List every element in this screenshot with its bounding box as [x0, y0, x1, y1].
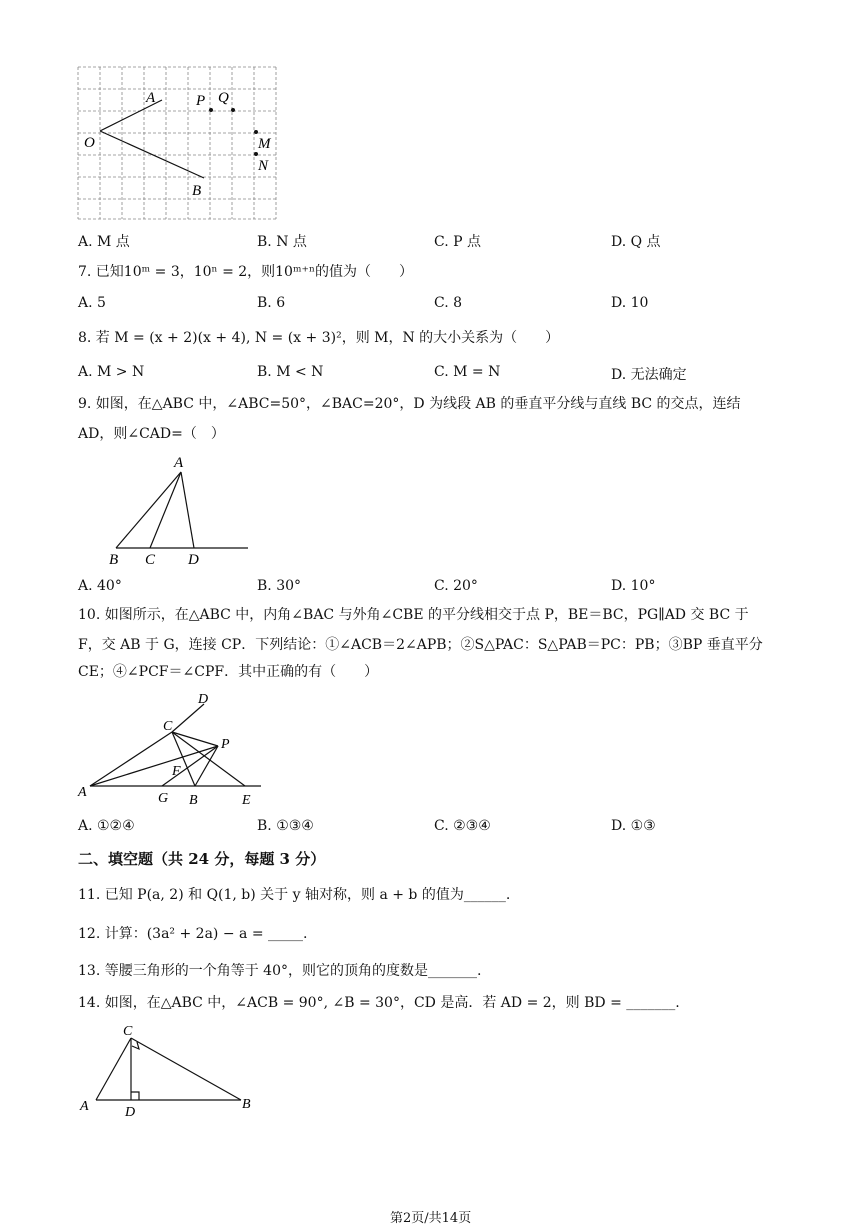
q12-stem: 12. 计算：(3a² + 2a) − a = _____. [78, 926, 308, 942]
q10-option-c: C. ②③④ [434, 818, 491, 834]
label-P: P [196, 93, 206, 109]
q9-option-d: D. 10° [611, 578, 656, 594]
q10-option-d: D. ①③ [611, 818, 656, 834]
label-D: D [125, 1105, 136, 1120]
label-N: N [258, 158, 269, 174]
label-B: B [242, 1097, 251, 1112]
q13-stem: 13. 等腰三角形的一个角等于 40°，则它的顶角的度数是_______. [78, 963, 482, 979]
label-C: C [145, 552, 156, 568]
q6-option-c: C. P 点 [434, 234, 481, 250]
label-O: O [84, 135, 95, 151]
label-Q: Q [218, 90, 229, 106]
q10-stem-line2: F，交 AB 于 G，连接 CP．下列结论：①∠ACB＝2∠APB；②S△PAC：S△PAB＝PC：PB；③BP 垂直平分 [78, 637, 763, 653]
q9-stem-line1: 9. 如图，在△ABC 中，∠ABC=50°，∠BAC=20°，D 为线段 AB 的垂直平分线与直线 BC 的交点，连结 [78, 396, 741, 412]
label-C: C [123, 1024, 133, 1039]
label-B: B [109, 552, 119, 568]
q10-stem-line3: CE；④∠PCF＝∠CPF．其中正确的有（ ） [78, 664, 379, 680]
q8-option-c: C. M = N [434, 364, 501, 380]
label-B: B [189, 793, 198, 808]
label-A: A [146, 90, 156, 106]
q8-option-b: B. M < N [257, 364, 324, 380]
q9-stem-line2: AD，则∠CAD=（ ） [78, 426, 225, 442]
q11-stem: 11. 已知 P(a, 2) 和 Q(1, b) 关于 y 轴对称，则 a + b 的值为______. [78, 887, 511, 903]
q7-option-b: B. 6 [257, 295, 286, 311]
label-B: B [192, 183, 202, 199]
q7-stem: 7. 已知10ᵐ = 3，10ⁿ = 2，则10ᵐ⁺ⁿ的值为（ ） [78, 264, 414, 280]
q14-stem: 14. 如图，在△ABC 中，∠ACB = 90°, ∠B = 30°，CD 是高．若 AD = 2，则 BD = _______. [78, 995, 680, 1011]
label-F: F [172, 764, 181, 779]
q6-option-a: A. M 点 [78, 234, 130, 250]
label-A: A [174, 455, 184, 471]
q9-option-a: A. 40° [78, 578, 122, 594]
label-E: E [242, 793, 251, 808]
label-A: A [78, 785, 87, 800]
section-title: 二、填空题（共 24 分，每题 3 分） [78, 850, 326, 868]
q10-option-a: A. ①②④ [78, 818, 135, 834]
q6-grid-figure [76, 64, 286, 224]
q8-option-d: D. 无法确定 [611, 367, 687, 383]
q9-option-c: C. 20° [434, 578, 478, 594]
q9-option-b: B. 30° [257, 578, 302, 594]
label-A: A [80, 1099, 89, 1114]
q14-triangle-figure [76, 1018, 266, 1124]
q6-option-b: B. N 点 [257, 234, 307, 250]
label-D: D [198, 692, 209, 707]
label-C: C [163, 719, 173, 734]
page-number: 第2页/共14页 [390, 1211, 472, 1226]
q8-stem: 8. 若 M = (x + 2)(x + 4), N = (x + 3)²，则 M，N 的大小关系为（ ） [78, 330, 560, 346]
q10-stem-line1: 10. 如图所示，在△ABC 中，内角∠BAC 与外角∠CBE 的平分线相交于点 P，BE＝BC，PG∥AD 交 BC 于 [78, 607, 749, 623]
q6-option-d: D. Q 点 [611, 234, 661, 250]
q7-option-c: C. 8 [434, 295, 463, 311]
q7-option-d: D. 10 [611, 295, 649, 311]
label-P: P [221, 737, 230, 752]
q10-option-b: B. ①③④ [257, 818, 314, 834]
label-M: M [258, 136, 271, 152]
q10-triangle-figure [76, 688, 276, 813]
q9-triangle-figure [100, 450, 260, 570]
label-D: D [188, 552, 199, 568]
q7-option-a: A. 5 [78, 295, 106, 311]
q8-option-a: A. M > N [78, 364, 145, 380]
label-G: G [158, 791, 169, 806]
